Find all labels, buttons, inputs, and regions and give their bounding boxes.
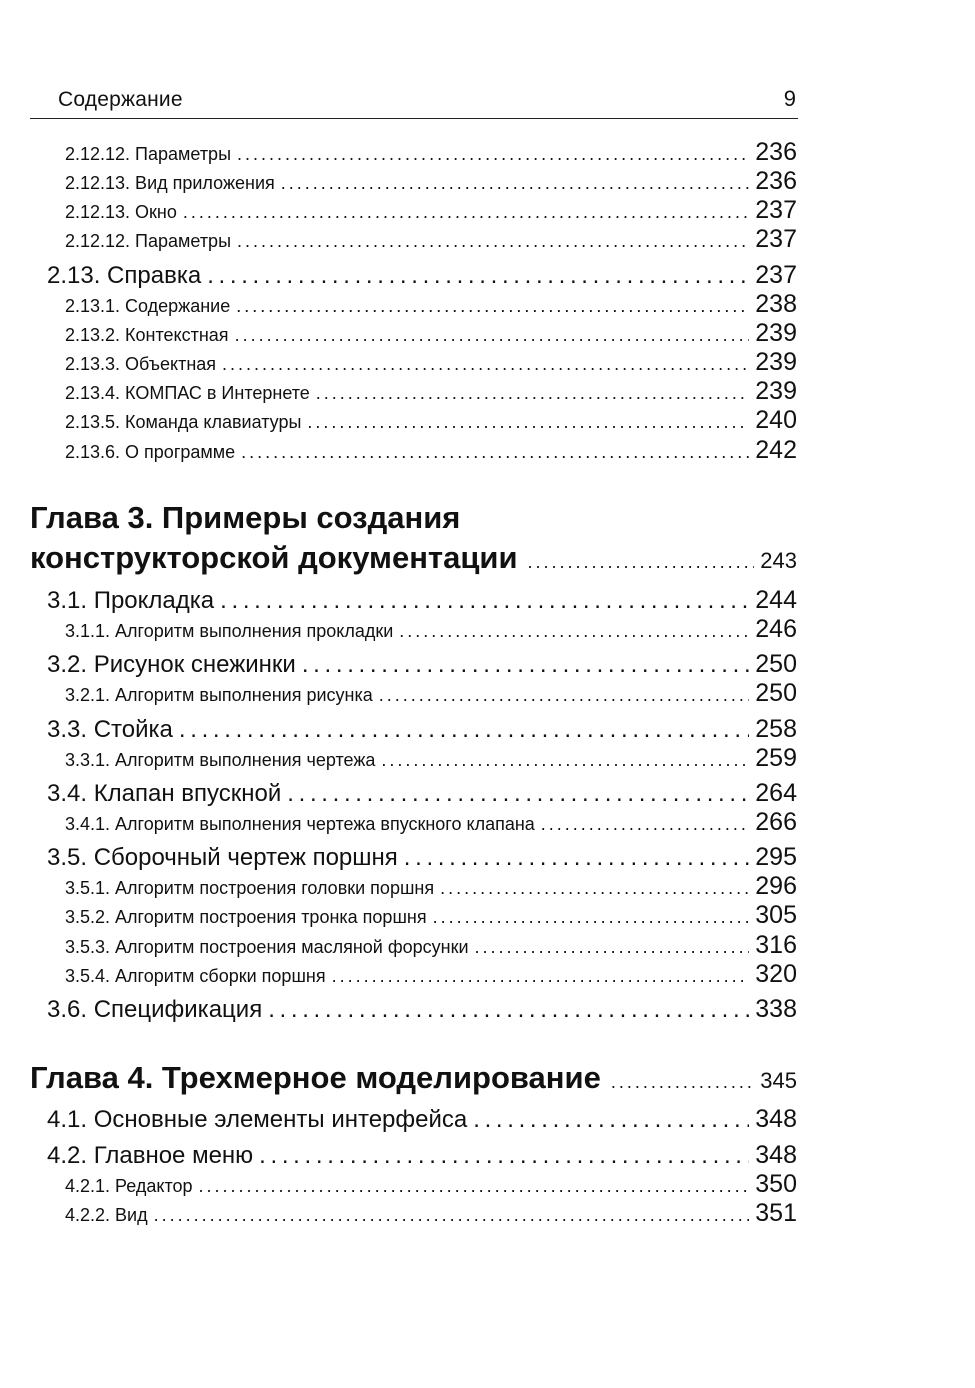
toc-entry-title: 2.13.2. Контекстная: [65, 325, 229, 345]
chapter-heading: Глава 3. Примеры создания: [30, 500, 461, 535]
toc-entry-title: 2.13.6. О программе: [65, 442, 236, 462]
dot-leader: [332, 966, 750, 987]
toc-entry-title: 3.4. Клапан впускной: [47, 780, 282, 807]
chapter-heading-line: [30, 540, 797, 576]
dot-leader: [241, 442, 749, 463]
toc-entry-title: 2.12.13. Вид приложения: [65, 173, 275, 193]
running-header: [30, 84, 798, 119]
toc-entry-title: 2.12.13. Окно: [65, 202, 177, 222]
dot-leader: [316, 383, 749, 404]
header-title: Содержание: [58, 88, 183, 111]
dot-leader: [220, 587, 749, 615]
dot-leader: [611, 1072, 754, 1093]
dot-leader: [207, 262, 749, 290]
dot-leader: [381, 750, 749, 771]
toc-entry: [0, 586, 797, 615]
toc-entry: [0, 377, 797, 406]
toc-entry-page: 237: [755, 225, 797, 253]
toc-entry: [0, 1141, 797, 1170]
toc-entry: [0, 196, 797, 225]
toc-entry-page: 250: [755, 679, 797, 707]
toc-entry: [0, 615, 797, 644]
toc-entry-title: 3.3.1. Алгоритм выполнения чертежа: [65, 750, 376, 770]
dot-leader: [433, 907, 750, 928]
toc-entry: [0, 1170, 797, 1199]
toc-entry: [0, 290, 797, 319]
toc-entry: [0, 348, 797, 377]
toc-entry-page: 246: [755, 615, 797, 643]
dot-leader: [475, 937, 750, 958]
toc-entry-title: 2.13.1. Содержание: [65, 296, 231, 316]
toc-entry-title: 2.12.12. Параметры: [65, 231, 232, 251]
toc-entry-title: 3.5.1. Алгоритм построения головки поршня: [65, 878, 435, 898]
toc-entry-page: 296: [755, 872, 797, 900]
dot-leader: [473, 1106, 749, 1134]
chapter-heading: Глава 4. Трехмерное моделирование: [30, 1060, 601, 1095]
dot-leader: [281, 173, 750, 194]
toc-entry-title: 3.5.2. Алгоритм построения тронка поршня: [65, 907, 427, 927]
toc-entry: [0, 872, 797, 901]
dot-leader: [528, 552, 755, 573]
toc-entry-page: 264: [755, 779, 797, 807]
toc-entry: [0, 808, 797, 837]
toc-entry-page: 266: [755, 808, 797, 836]
toc-entry-page: 351: [755, 1199, 797, 1227]
toc-entry-title: 2.13.3. Объектная: [65, 354, 217, 374]
toc-entry-title: 3.2.1. Алгоритм выполнения рисунка: [65, 685, 373, 705]
toc-entry-title: 4.2.2. Вид: [65, 1205, 148, 1225]
dot-leader: [199, 1176, 750, 1197]
toc-entry: [0, 436, 797, 465]
toc-entry-title: 3.1.1. Алгоритм выполнения прокладки: [65, 621, 394, 641]
toc-entry-page: 242: [755, 436, 797, 464]
dot-leader: [154, 1205, 750, 1226]
toc-entry-title: 3.6. Спецификация: [47, 996, 263, 1023]
toc-entry: [0, 650, 797, 679]
toc-entry: [0, 225, 797, 254]
toc-entry-page: 350: [755, 1170, 797, 1198]
chapter-heading: конструкторской документации: [30, 540, 518, 575]
toc-entry-page: 316: [755, 931, 797, 959]
dot-leader: [307, 412, 749, 433]
toc-entry: [0, 679, 797, 708]
toc-entry-page: 237: [755, 196, 797, 224]
toc-entry-page: 258: [755, 715, 797, 743]
toc-entry-title: 2.13.4. КОМПАС в Интернете: [65, 383, 310, 403]
toc-entry-page: 236: [755, 167, 797, 195]
dot-leader: [237, 231, 749, 252]
toc-entry: [0, 744, 797, 773]
toc-entry-title: 3.5. Сборочный чертеж поршня: [47, 844, 398, 871]
dot-leader: [179, 716, 749, 744]
toc-entry-title: 2.13.5. Команда клавиатуры: [65, 412, 302, 432]
toc-entry-title: 3.1. Прокладка: [47, 587, 215, 614]
toc-entry: [0, 931, 797, 960]
toc-entry-page: 305: [755, 901, 797, 929]
toc-entry: [0, 261, 797, 290]
toc-entry-page: 239: [755, 319, 797, 347]
dot-leader: [222, 354, 749, 375]
toc-entry-title: 4.2. Главное меню: [47, 1142, 254, 1169]
dot-leader: [399, 621, 749, 642]
toc-entry-title: 4.1. Основные элементы интерфейса: [47, 1106, 468, 1133]
toc-entry-page: 236: [755, 138, 797, 166]
toc-entry-title: 3.2. Рисунок снежинки: [47, 651, 296, 678]
header-page-number: 9: [783, 86, 796, 111]
toc-entry-page: 240: [755, 406, 797, 434]
dot-leader: [268, 996, 749, 1024]
toc-entry: [0, 1105, 797, 1134]
toc-entry-title: 2.13. Справка: [47, 262, 202, 289]
toc-entry: [0, 406, 797, 435]
dot-leader: [235, 325, 750, 346]
toc-entry-page: 348: [755, 1105, 797, 1133]
toc-entry-title: 4.2.1. Редактор: [65, 1176, 193, 1196]
toc-entry-page: 239: [755, 348, 797, 376]
chapter-page: 345: [760, 1068, 797, 1093]
toc-entry-page: 238: [755, 290, 797, 318]
dot-leader: [183, 202, 749, 223]
toc-entry-page: 320: [755, 960, 797, 988]
toc-entry-page: 338: [755, 995, 797, 1023]
dot-leader: [259, 1142, 749, 1170]
toc-entry: [0, 995, 797, 1024]
toc-entry-page: 295: [755, 843, 797, 871]
toc-entry-page: 239: [755, 377, 797, 405]
dot-leader: [287, 780, 749, 808]
toc-entry: [0, 138, 797, 167]
dot-leader: [302, 651, 749, 679]
toc-entry-title: 2.12.12. Параметры: [65, 144, 232, 164]
dot-leader: [236, 296, 749, 317]
toc-entry-page: 250: [755, 650, 797, 678]
toc-entry: [0, 960, 797, 989]
toc-entry-page: 259: [755, 744, 797, 772]
toc-entry-page: 244: [755, 586, 797, 614]
chapter-page: 243: [760, 548, 797, 573]
toc-entry-title: 3.4.1. Алгоритм выполнения чертежа впускного клапана: [65, 814, 535, 834]
dot-leader: [237, 144, 749, 165]
toc-entry: [0, 843, 797, 872]
toc-entry-title: 3.5.3. Алгоритм построения масляной форсунки: [65, 937, 469, 957]
dot-leader: [404, 844, 750, 872]
toc-entry-title: 3.3. Стойка: [47, 716, 173, 743]
toc-entry: [0, 901, 797, 930]
toc-entry-page: 237: [755, 261, 797, 289]
dot-leader: [541, 814, 749, 835]
toc-entry-title: 3.5.4. Алгоритм сборки поршня: [65, 966, 326, 986]
toc-entry: [0, 319, 797, 348]
toc-entry-page: 348: [755, 1141, 797, 1169]
toc-entry: [0, 779, 797, 808]
toc-entry: [0, 1199, 797, 1228]
toc-entry: [0, 167, 797, 196]
toc-entry: [0, 715, 797, 744]
dot-leader: [379, 685, 750, 706]
dot-leader: [440, 878, 749, 899]
chapter-heading-line: [30, 1060, 797, 1096]
